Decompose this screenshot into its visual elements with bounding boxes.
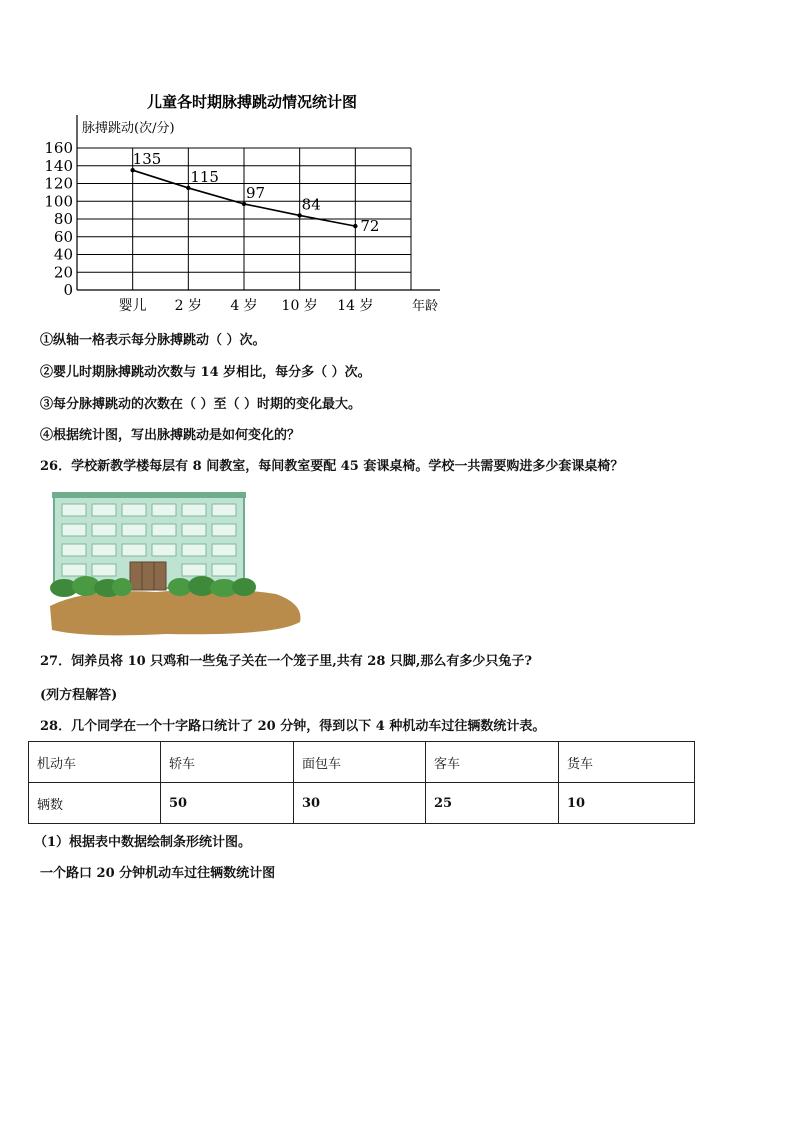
building-window: [122, 524, 146, 536]
y-tick-label: 160: [44, 139, 73, 157]
building-window: [182, 544, 206, 556]
x-tick-label: 14 岁: [337, 298, 374, 314]
y-axis-label: 脉搏跳动(次/分): [82, 121, 175, 136]
building-window: [212, 544, 236, 556]
data-label: 115: [190, 167, 219, 186]
y-tick-label: 120: [44, 174, 73, 193]
question-26: 26．学校新教学楼每层有 8 间教室，每间教室要配 45 套课桌椅。学校一共需要购进多少套课桌椅？: [40, 459, 624, 474]
table-cell: 客车: [426, 742, 559, 783]
question-3: ③每分脉搏跳动的次数在（ ）至（ ）时期的变化最大。: [40, 397, 362, 412]
x-tick-label: 2 岁: [174, 298, 203, 314]
data-point: [297, 213, 301, 217]
data-point: [130, 168, 134, 172]
y-tick-label: 80: [53, 210, 73, 228]
building-window: [152, 544, 176, 556]
table-cell: 辆数: [29, 783, 161, 824]
ground-shape: [50, 589, 301, 635]
y-tick-label: 0: [63, 281, 73, 299]
question-28: 28．几个同学在一个十字路口统计了 20 分钟，得到以下 4 种机动车过往辆数统计表。: [40, 719, 546, 734]
table-cell: 30: [294, 783, 426, 824]
building-window: [212, 564, 236, 576]
data-label: 97: [246, 183, 266, 202]
data-label: 72: [360, 217, 380, 236]
table-cell: 轿车: [161, 742, 294, 783]
building-window: [212, 504, 236, 516]
data-point: [353, 224, 357, 228]
building-window: [182, 524, 206, 536]
building-window: [92, 524, 116, 536]
pulse-line-chart: [40, 85, 480, 317]
building-window: [92, 564, 116, 576]
building-window: [92, 544, 116, 556]
table-cell: 机动车: [29, 742, 161, 783]
table-row: [29, 783, 695, 824]
data-point: [186, 186, 190, 190]
data-label: 135: [132, 150, 162, 169]
building-roof: [52, 492, 246, 498]
table-cell: 面包车: [294, 742, 426, 783]
building-door: [130, 562, 166, 590]
data-point: [242, 202, 246, 206]
table-cell: 10: [559, 783, 695, 824]
x-tick-label: 4 岁: [230, 298, 258, 314]
question-1: ①纵轴一格表示每分脉搏跳动（ ）次。: [40, 333, 266, 348]
table-cell: 货车: [559, 742, 695, 783]
y-tick-label: 60: [53, 227, 73, 246]
building-window: [92, 504, 116, 516]
y-tick-label: 20: [53, 263, 73, 282]
question-27: 27．饲养员将 10 只鸡和一些兔子关在一个笼子里,共有 28 只脚,那么有多少只兔子?: [40, 654, 533, 669]
y-tick-label: 40: [53, 245, 73, 264]
y-tick-label: 140: [44, 156, 73, 175]
building-window: [62, 504, 86, 516]
x-tick-label: 10 岁: [281, 298, 318, 314]
building-window: [62, 564, 86, 576]
building-window: [62, 544, 86, 556]
question-2: ②婴儿时期脉搏跳动次数与 14 岁相比，每分多（ ）次。: [40, 365, 371, 380]
bar-chart-title: 一个路口 20 分钟机动车过往辆数统计图: [40, 866, 276, 881]
data-label: 84: [301, 195, 321, 214]
building-window: [182, 504, 206, 516]
building-window: [152, 524, 176, 536]
x-tick-labels: [119, 297, 374, 314]
building-window: [182, 564, 206, 576]
data-labels: [133, 150, 380, 235]
y-tick-label: 100: [44, 192, 73, 211]
building-window: [212, 524, 236, 536]
x-axis-label: 年龄: [412, 299, 439, 314]
y-tick-labels: [44, 139, 73, 299]
chart-grid: [77, 115, 440, 290]
school-building-illustration: [46, 488, 306, 640]
table-cell: 25: [426, 783, 559, 824]
question-28-part-1: （1）根据表中数据绘制条形统计图。: [34, 835, 252, 850]
question-27-note: (列方程解答): [40, 688, 118, 703]
building-window: [122, 544, 146, 556]
building-window: [122, 504, 146, 516]
building-window: [152, 504, 176, 516]
building-window: [62, 524, 86, 536]
x-tick-label: 婴儿: [118, 298, 147, 314]
chart-title: 儿童各时期脉搏跳动情况统计图: [146, 93, 358, 111]
vehicle-count-table: [28, 741, 695, 824]
table-cell: 50: [161, 783, 294, 824]
table-header-row: [29, 742, 695, 783]
question-4: ④根据统计图，写出脉搏跳动是如何变化的？: [40, 428, 301, 443]
